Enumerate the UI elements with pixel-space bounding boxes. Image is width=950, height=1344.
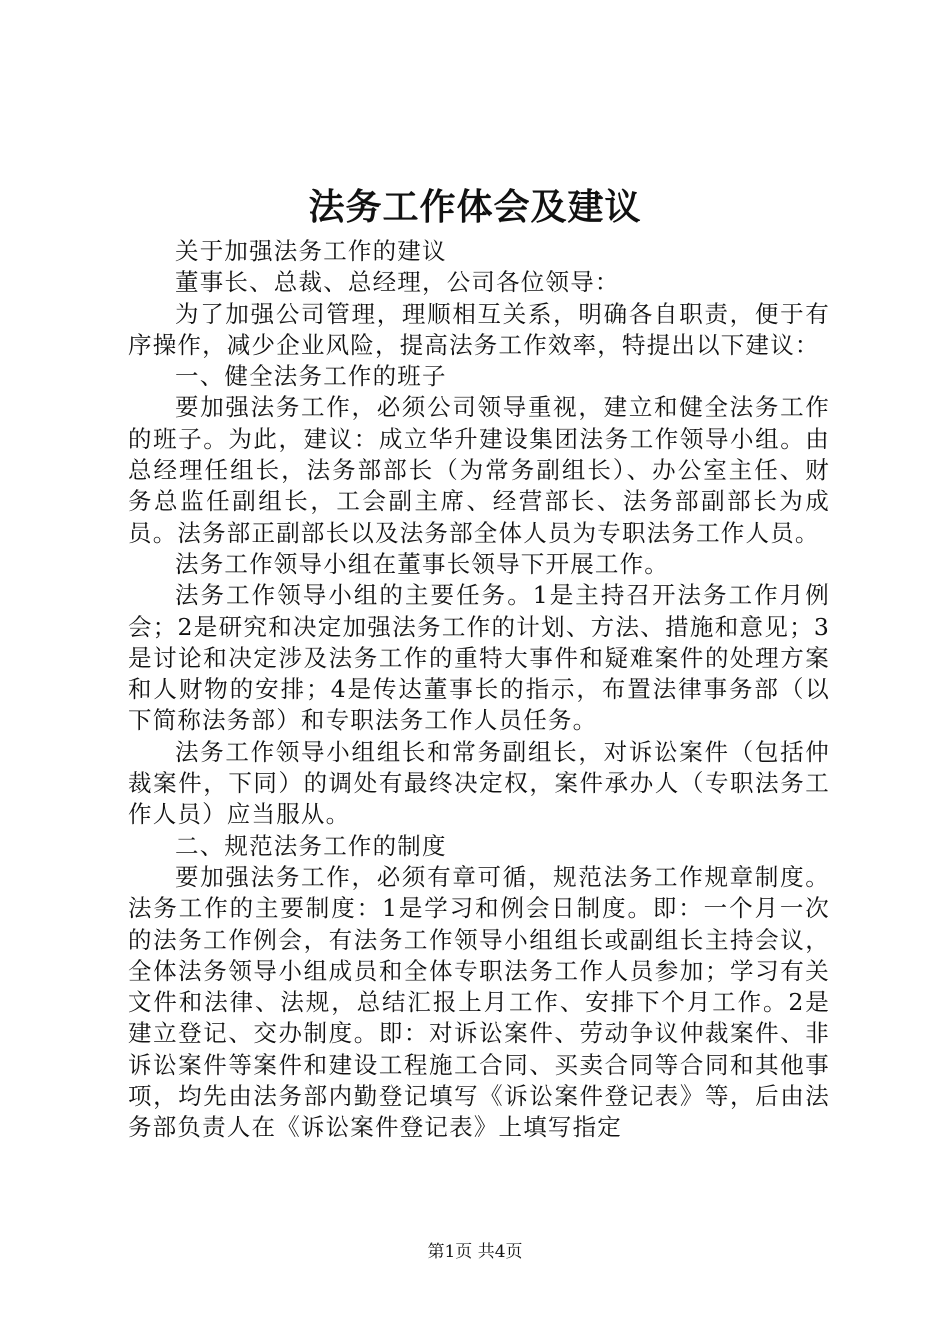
page-number-footer: 第1页 共4页 — [427, 1242, 523, 1262]
paragraph-salutation: 董事长、总裁、总经理，公司各位领导： — [175, 268, 620, 297]
paragraph: 法务工作领导小组在董事长领导下开展工作。 — [175, 549, 669, 578]
document-title: 法务工作体会及建议 — [308, 187, 642, 228]
paragraph: 要加强法务工作，必须公司领导重视，建立和健全法务工作的班子。为此，建议：成立华升建设集团法务工作领导小组。由总经理任组长，法务部部长（为常务副组长）、办公室主任、财务总监任副组长，工会副主席、经营部长、法务部副部长为成员。法务部正副部长以及法务部全体人员为专职法务工作人员。 — [128, 393, 830, 547]
paragraph: 法务工作领导小组组长和常务副组长，对诉讼案件（包括仲裁案件，下同）的调处有最终决定权，案件承办人（专职法务工作人员）应当服从。 — [128, 737, 830, 829]
document-body — [128, 236, 830, 1144]
section-heading-2: 二、规范法务工作的制度 — [175, 831, 447, 860]
paragraph: 法务工作领导小组的主要任务。1是主持召开法务工作月例会；2是研究和决定加强法务工作的计划、方法、措施和意见；3是讨论和决定涉及法务工作的重特大事件和疑难案件的处理方案和人财物的安排；4是传达董事长的指示，布置法律事务部（以下简称法务部）和专职法务工作人员任务。 — [128, 581, 830, 735]
paragraph: 要加强法务工作，必须有章可循，规范法务工作规章制度。法务工作的主要制度：1是学习和例会日制度。即：一个月一次的法务工作例会，有法务工作领导小组组长或副组长主持会议，全体法务领导小组成员和全体专职法务工作人员参加；学习有关文件和法律、法规，总结汇报上月工作、安排下个月工作。2是建立登记、交办制度。即：对诉讼案件、劳动争议仲裁案件、非诉讼案件等案件和建设工程施工合同、买卖合同等合同和其他事项，均先由法务部内勤登记填写《诉讼案件登记表》等，后由法务部负责人在《诉讼案件登记表》上填写指定 — [128, 862, 830, 1142]
section-heading-1: 一、健全法务工作的班子 — [175, 362, 447, 391]
paragraph-subject: 关于加强法务工作的建议 — [175, 237, 447, 265]
paragraph-intro: 为了加强公司管理，理顺相互关系，明确各自职责，便于有序操作，减少企业风险，提高法务工作效率，特提出以下建议： — [128, 299, 830, 359]
